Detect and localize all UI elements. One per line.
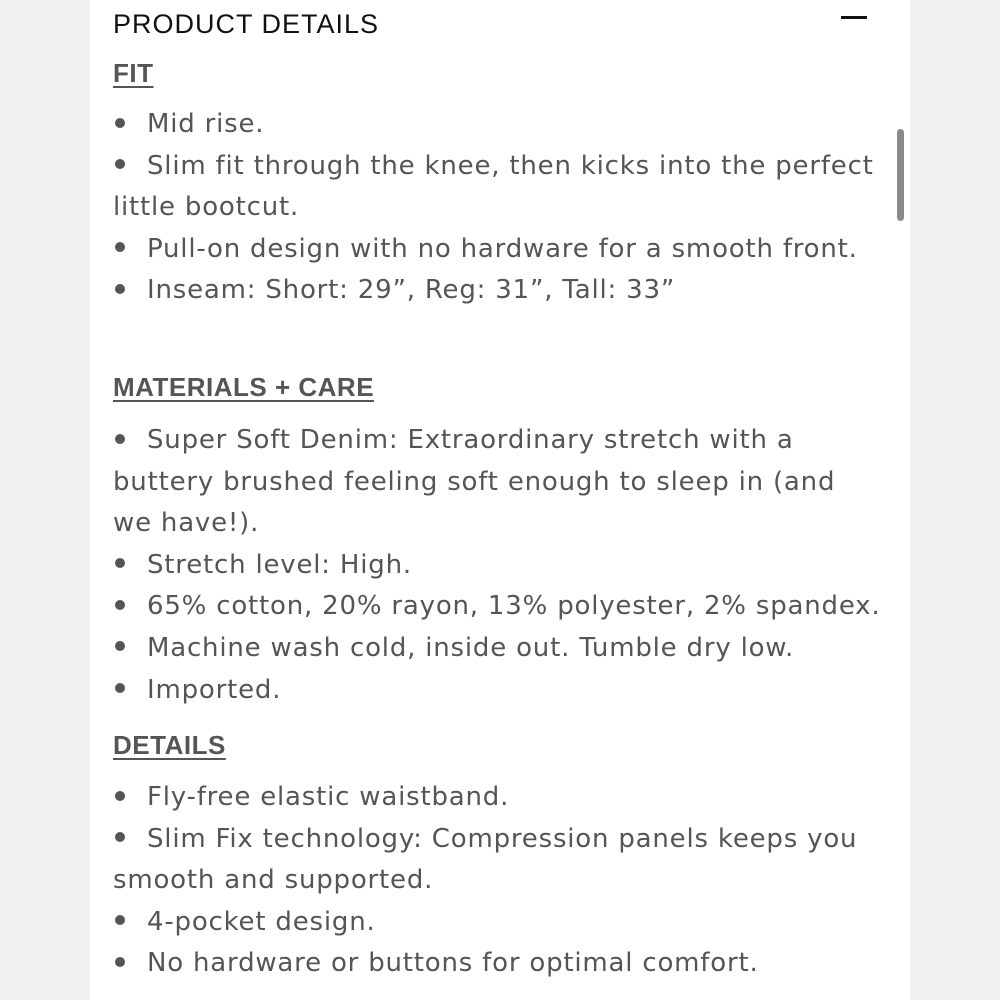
bullet-icon xyxy=(115,434,125,444)
section-heading-details: DETAILS xyxy=(113,730,226,760)
scrollbar-thumb[interactable] xyxy=(897,129,904,221)
bullet-icon xyxy=(115,683,125,693)
bullet-icon xyxy=(115,832,125,842)
list-item: Imported. xyxy=(113,670,883,712)
bullet-icon xyxy=(115,791,125,801)
bullet-icon xyxy=(115,159,125,169)
list-item: Stretch level: High. xyxy=(113,545,883,587)
section-heading-fit: FIT xyxy=(113,58,154,88)
collapse-minus-icon[interactable] xyxy=(841,16,867,19)
list-item: No hardware or buttons for optimal comfort. xyxy=(113,943,883,985)
list-item: Mid rise. xyxy=(113,104,883,146)
list-item: 65% cotton, 20% rayon, 13% polyester, 2% spandex. xyxy=(113,586,883,628)
bullet-icon xyxy=(115,600,125,610)
list-item: 4-pocket design. xyxy=(113,902,883,944)
bullet-icon xyxy=(115,558,125,568)
details-list xyxy=(113,777,883,985)
list-item: Inseam: Short: 29”, Reg: 31”, Tall: 33” xyxy=(113,270,883,312)
list-item: Slim Fix technology: Compression panels keeps you smooth and supported. xyxy=(113,823,858,896)
fit-list xyxy=(113,104,883,312)
list-item: Machine wash cold, inside out. Tumble dry low. xyxy=(113,628,883,670)
list-item: Super Soft Denim: Extraordinary stretch with a buttery brushed feeling soft enough to sleep in (and we have!). xyxy=(113,425,836,539)
list-item: Pull-on design with no hardware for a smooth front. xyxy=(113,229,883,271)
list-item: Slim fit through the knee, then kicks into the perfect little bootcut. xyxy=(113,150,874,223)
bullet-icon xyxy=(115,242,125,252)
accordion-header[interactable] xyxy=(113,6,873,42)
bullet-icon xyxy=(115,957,125,967)
bullet-icon xyxy=(115,641,125,651)
accordion-title: PRODUCT DETAILS xyxy=(113,8,380,39)
bullet-icon xyxy=(115,118,125,128)
list-item: Fly-free elastic waistband. xyxy=(113,777,883,819)
bullet-icon xyxy=(115,284,125,294)
section-heading-materials-care: MATERIALS + CARE xyxy=(113,372,375,402)
bullet-icon xyxy=(115,915,125,925)
materials-care-list xyxy=(113,420,883,711)
